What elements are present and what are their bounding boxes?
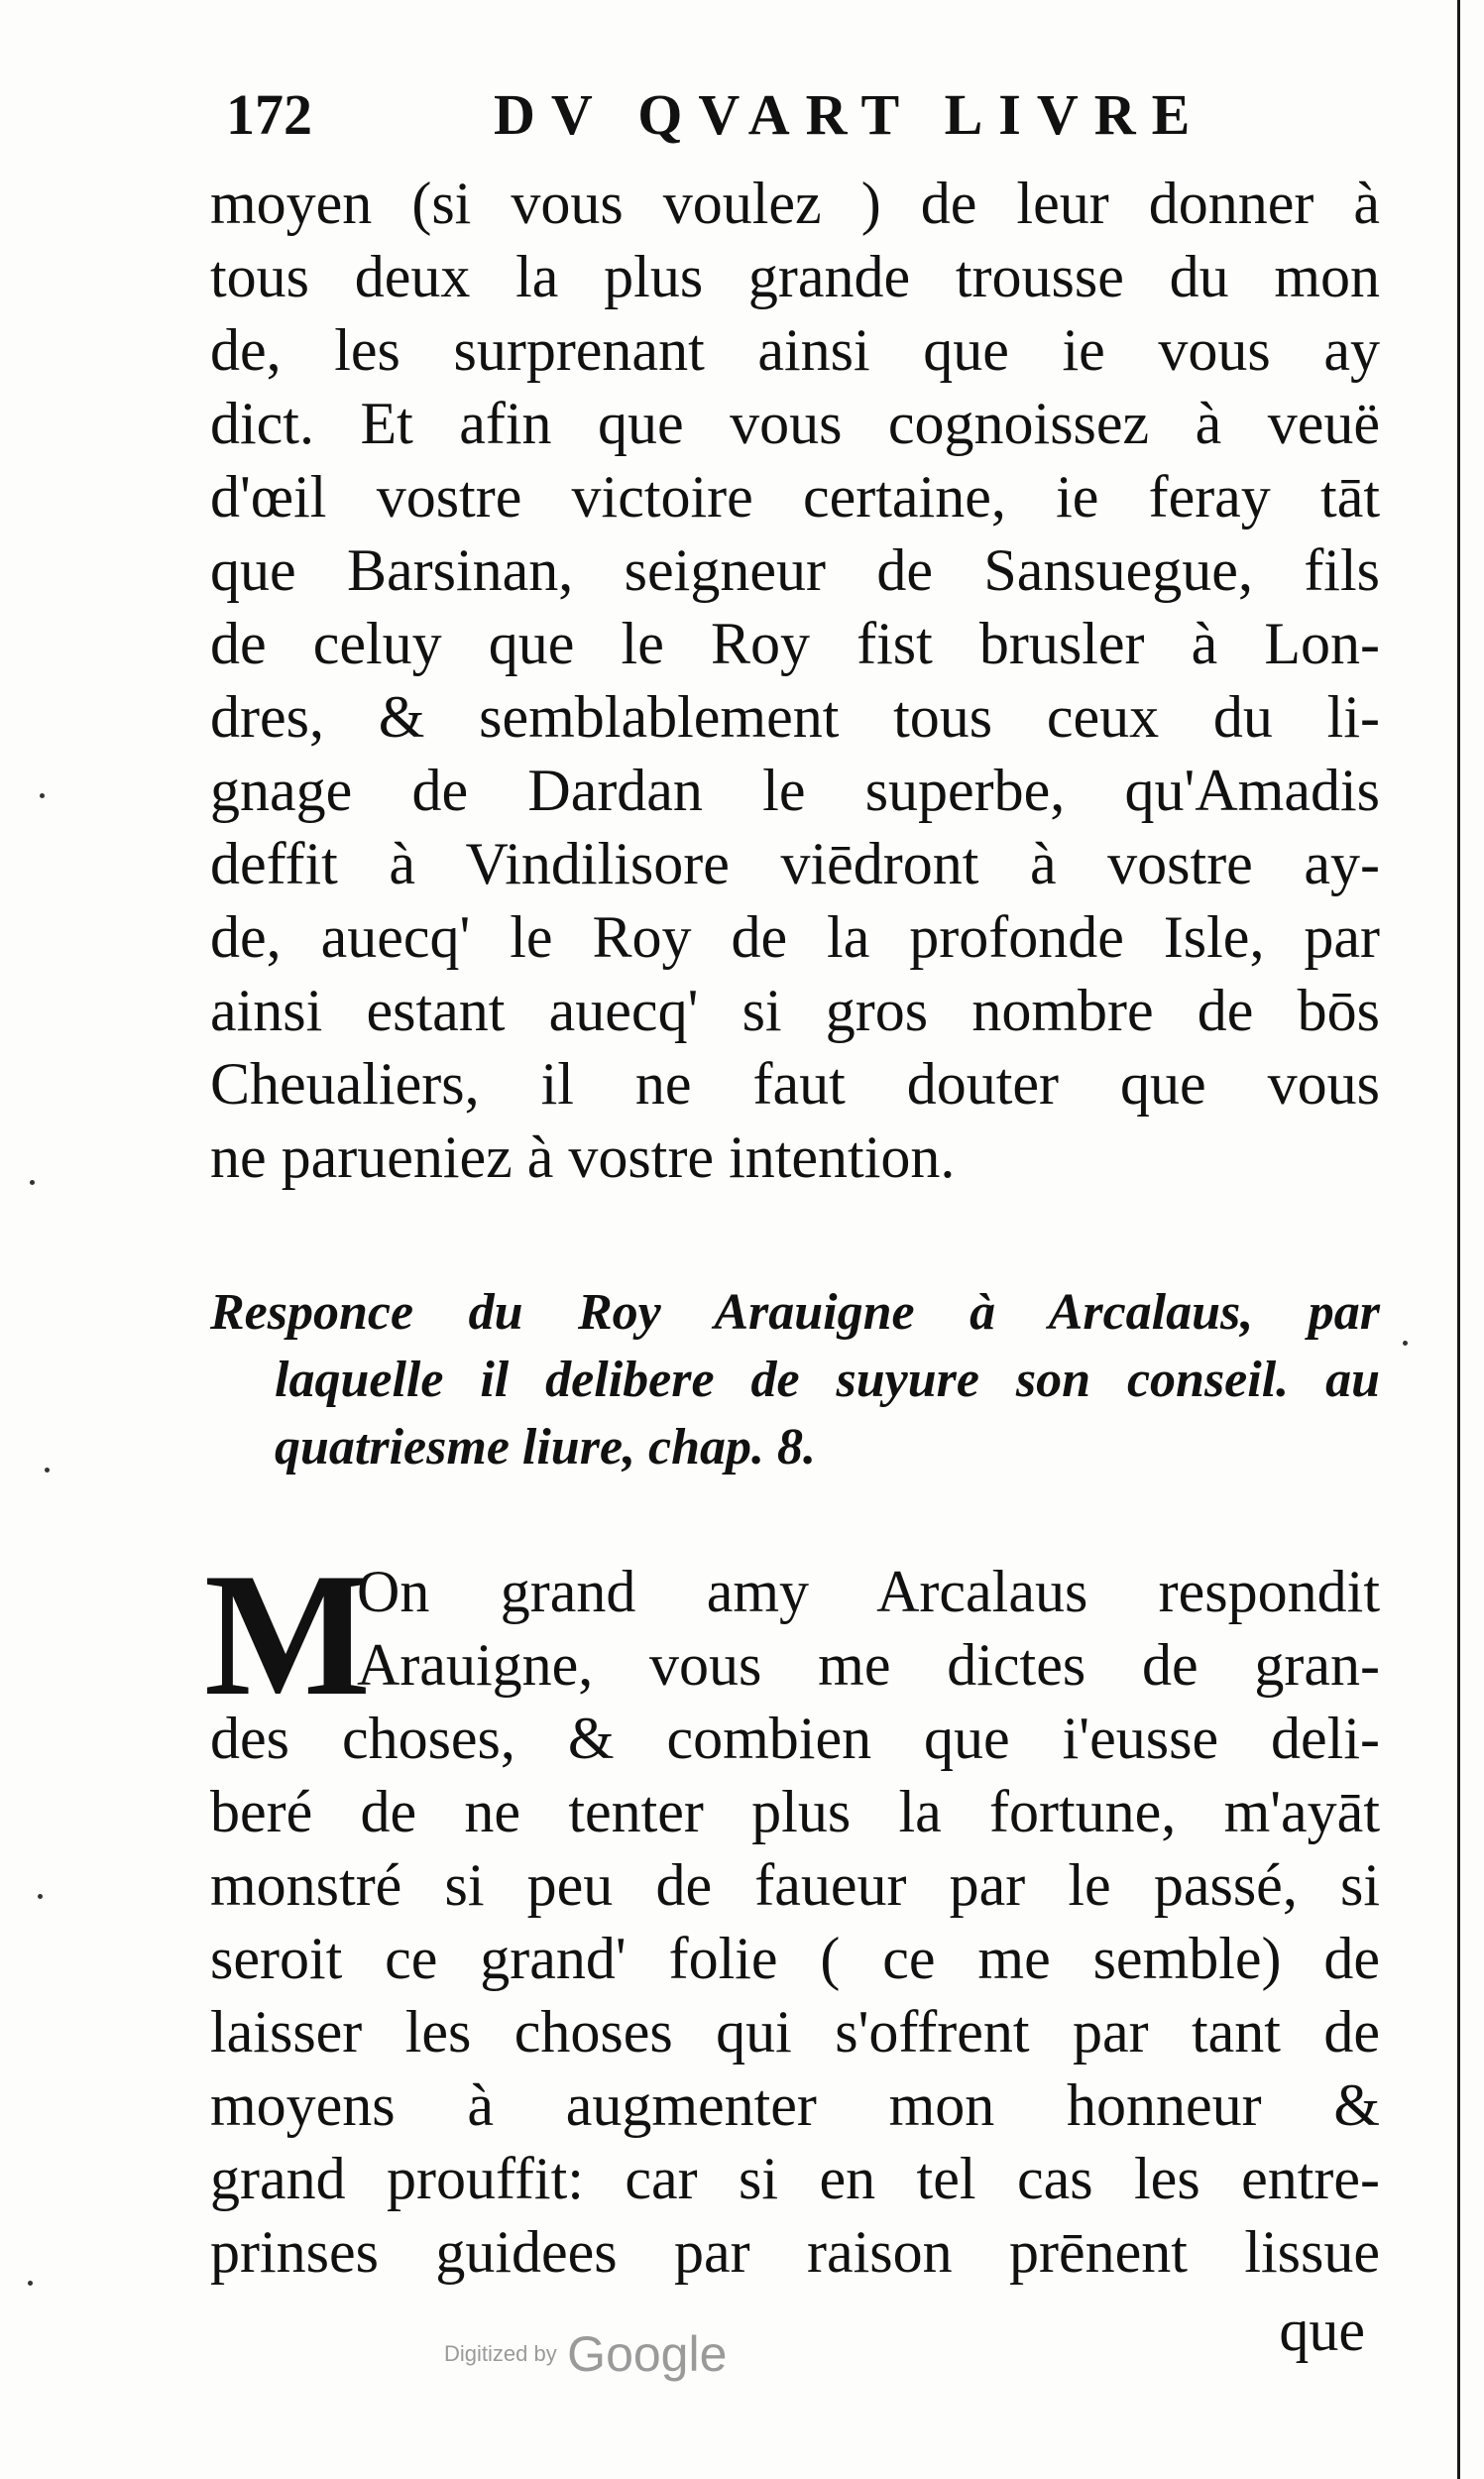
text-line: d'œil vostre victoire certaine, ie feray tāt — [210, 464, 1380, 530]
text-line: monstré si peu de faueur par le passé, si — [210, 1852, 1380, 1918]
text-line: que Barsinan, seigneur de Sansuegue, fils — [210, 537, 1380, 603]
paragraph-1 — [210, 167, 1380, 1194]
text-line: grand prouffit: car si en tel cas les entre- — [210, 2146, 1380, 2211]
speck — [28, 2281, 33, 2286]
heading-line: laquelle il delibere de suyure son conseil. au — [275, 1352, 1380, 1408]
digitized-watermark — [444, 2325, 727, 2383]
heading-line: quatriesme liure, chap. 8. — [275, 1419, 817, 1476]
text-line: moyen (si vous voulez ) de leur donner à — [210, 171, 1380, 236]
text-line: de celuy que le Roy fist brusler à Lon- — [210, 611, 1380, 676]
speck — [1403, 1341, 1408, 1346]
speck — [45, 1468, 50, 1473]
text-line: des choses, & combien que i'eusse deli- — [210, 1706, 1380, 1771]
heading-line: Responce du Roy Arauigne à Arcalaus, par — [210, 1284, 1380, 1341]
watermark-prefix: Digitized by — [444, 2341, 557, 2366]
chapter-heading — [210, 1279, 1380, 1481]
text-line: beré de ne tenter plus la fortune, m'ayāt — [210, 1779, 1380, 1844]
text-line: prinses guidees par raison prēnent lissue — [210, 2219, 1380, 2285]
text-line: de, auecq' le Roy de la profonde Isle, par — [210, 904, 1380, 970]
catchword: que — [1279, 2298, 1365, 2363]
page-number: 172 — [226, 82, 312, 147]
google-logo: Google — [567, 2326, 728, 2382]
text-line: deffit à Vindilisore viēdront à vostre ay- — [210, 831, 1380, 896]
text-line: Cheualiers, il ne faut douter que vous — [210, 1051, 1380, 1117]
text-line: dict. Et afin que vous cognoissez à veuë — [210, 391, 1380, 456]
drop-cap: M — [204, 1536, 372, 1732]
text-line: moyens à augmenter mon honneur & — [210, 2072, 1380, 2138]
text-line: ne parueniez à vostre intention. — [210, 1124, 956, 1190]
text-line: dres, & semblablement tous ceux du li- — [210, 684, 1380, 750]
page-header — [226, 81, 1277, 151]
text-line: gnage de Dardan le superbe, qu'Amadis — [210, 758, 1380, 823]
speck — [38, 1894, 43, 1899]
text-line: laisser les choses qui s'offrent par tant de — [210, 1999, 1380, 2065]
text-line: de, les surprenant ainsi que ie vous ay — [210, 317, 1380, 383]
text-line: seroit ce grand' folie ( ce me semble) de — [210, 1926, 1380, 1991]
text-line: Arauigne, vous me dictes de gran- — [357, 1632, 1380, 1698]
running-head: DV QVART LIVRE — [494, 82, 1206, 147]
text-line: ainsi estant auecq' si gros nombre de bōs — [210, 978, 1380, 1043]
text-line: tous deux la plus grande trousse du mon — [210, 244, 1380, 309]
speck — [40, 793, 45, 798]
text-line: On grand amy Arcalaus respondit — [357, 1559, 1380, 1624]
paragraph-2 — [210, 1555, 1380, 2289]
page-edge — [1457, 0, 1460, 2479]
speck — [30, 1180, 35, 1185]
